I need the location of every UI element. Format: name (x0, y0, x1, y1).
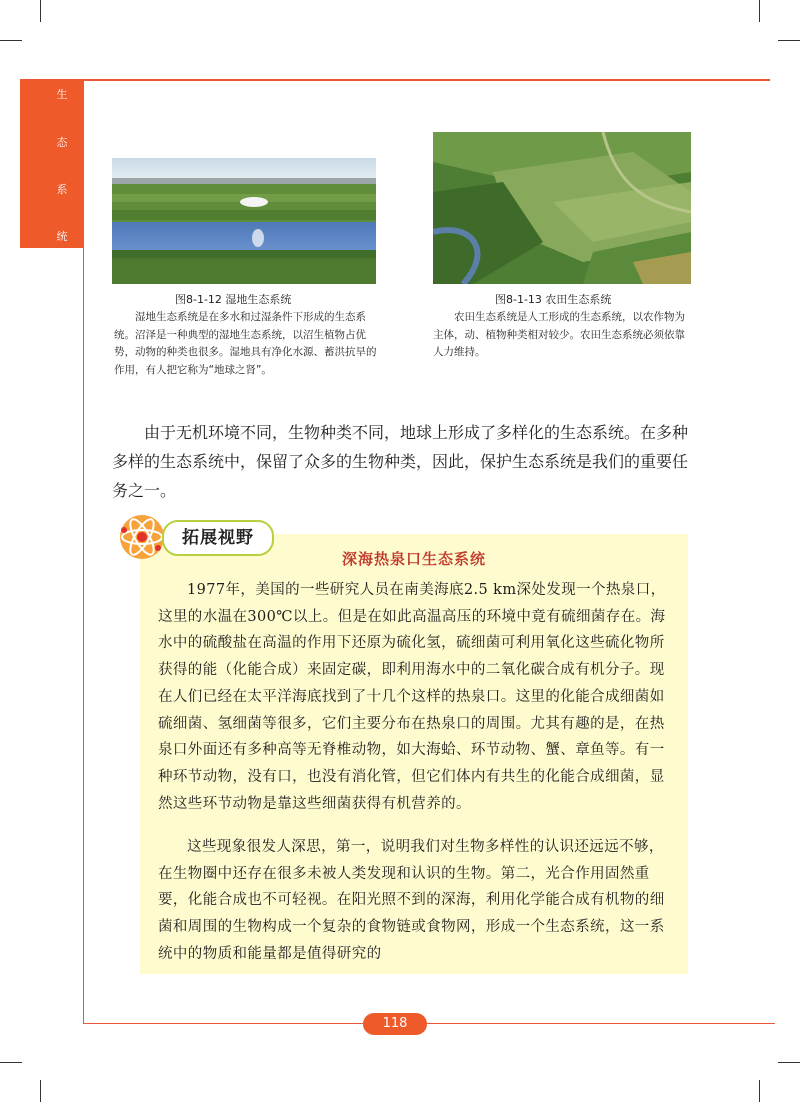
extension-badge: 拓展视野 (162, 520, 274, 556)
figure-caption-text: 湿地生态系统是在多水和过湿条件下形成的生态系统。沼泽是一种典型的湿地生态系统，以沼生植物占优势，动物的种类也很多。湿地具有净化水源、蓄洪抗旱的作用，有人把它称为“地球之肾”。 (114, 311, 377, 376)
crop-mark (759, 0, 760, 22)
chapter-tab-char: 统 (56, 230, 68, 243)
crop-mark (778, 1062, 800, 1063)
figure-caption-title: 图8-1-12 湿地生态系统 (175, 293, 292, 306)
chapter-tab-char: 系 (56, 183, 68, 196)
figure-caption-title: 图8-1-13 农田生态系统 (495, 293, 612, 306)
chapter-tab-char: 生 (56, 88, 68, 101)
crop-mark (778, 40, 800, 41)
crop-mark (0, 1062, 22, 1063)
chapter-tab-char: 态 (56, 136, 68, 149)
crop-mark (40, 0, 41, 22)
footer-rule (425, 1023, 775, 1024)
extension-paragraph: 这些现象很发人深思，第一，说明我们对生物多样性的认识还远远不够，在生物圈中还存在很多未被人类发现和认识的生物。第二，光合作用固然重要，化能合成也不可轻视。在阳光照不到的深海，利用化学能合成有机物的细菌和周围的生物构成一个复杂的食物链或食物网，形成一个生态系统，这一系统中的物质和能量都是值得研究的 (158, 839, 665, 962)
body-paragraph: 由于无机环境不同，生物种类不同，地球上形成了多样化的生态系统。在多种多样的生态系统中，保留了众多的生物种类，因此，保护生态系统是我们的重要任务之一。 (112, 423, 689, 500)
crop-mark (40, 1080, 41, 1102)
footer-rule (83, 1023, 363, 1024)
chapter-tab (20, 80, 84, 248)
extension-paragraph: 1977年，美国的一些研究人员在南美海底2.5 km深处发现一个热泉口，这里的水温在300℃以上。但是在如此高温高压的环境中竟有硫细菌存在。海水中的硫酸盐在高温的作用下还原为硫化氢，硫细菌可利用氧化这些硫化物所获得的能（化能合成）来固定碳，即利用海水中的二氧化碳合成有机分子。现在人们已经在太平洋海底找到了十几个这样的热泉口。这里的化能合成细菌如硫细菌、氢细菌等很多，它们主要分布在热泉口的周围。尤其有趣的是，在热泉口外面还有多种高等无脊椎动物，如大海蛤、环节动物、蟹、章鱼等。有一种环节动物，没有口，也没有消化管，但它们体内有共生的化能合成细菌，显然这些环节动物是靠这些细菌获得有机营养的。 (158, 582, 666, 812)
margin-rule (83, 80, 84, 1024)
crop-mark (759, 1080, 760, 1102)
header-rule (20, 79, 770, 81)
farmland-photo (433, 132, 691, 284)
crop-mark (0, 40, 22, 41)
page-number: 118 (363, 1013, 427, 1035)
wetland-photo (112, 158, 376, 284)
extension-title: 深海热泉口生态系统 (341, 550, 486, 568)
figure-caption-text: 农田生态系统是人工形成的生态系统，以农作物为主体，动、植物种类相对较少。农田生态系统必须依靠人力维持。 (433, 311, 685, 358)
